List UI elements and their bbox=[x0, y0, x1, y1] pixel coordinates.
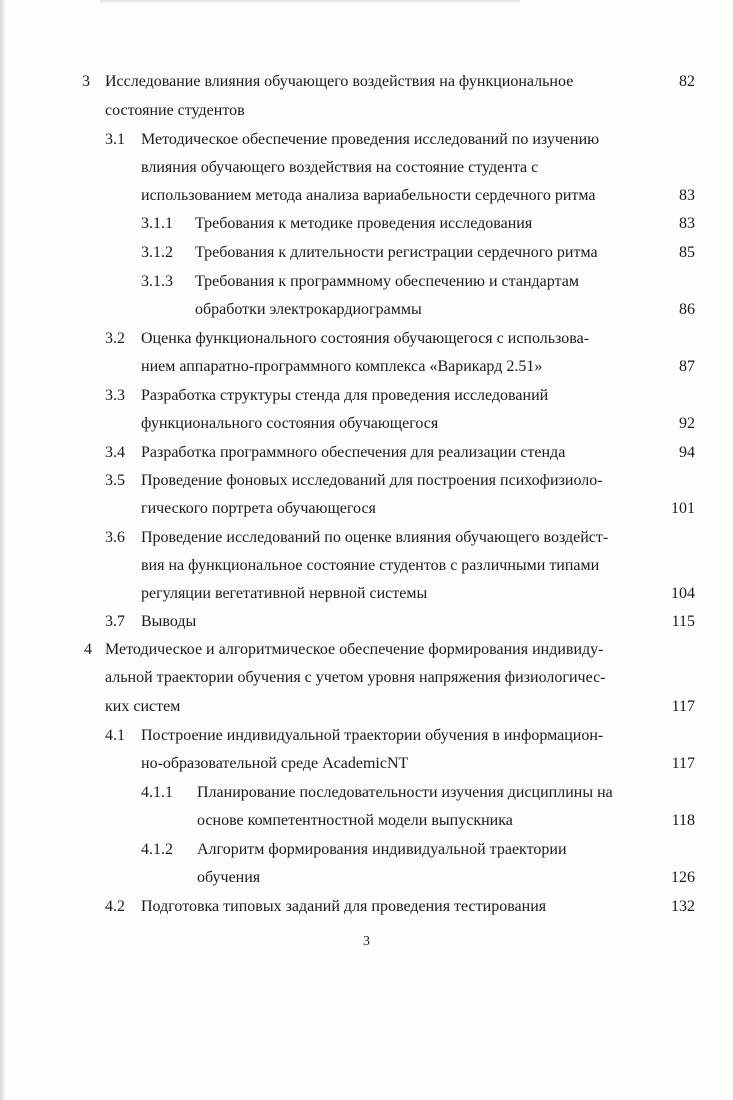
toc-title-line: Требования к программному обеспечению и стандартам bbox=[195, 273, 579, 290]
toc-title-line: влияния обучающего воздействия на состояние студента с bbox=[141, 159, 539, 176]
toc-number: 3 bbox=[82, 73, 90, 90]
toc-title-line: нием аппаратно-программного комплекса «Варикард 2.51» bbox=[141, 358, 543, 375]
toc-title-line: Методическое и алгоритмическое обеспечение формирования индивиду- bbox=[105, 641, 604, 658]
toc-number: 4.1.2 bbox=[141, 841, 173, 858]
toc-number: 3.3 bbox=[105, 387, 125, 404]
toc-title-line: обработки электрокардиограммы bbox=[195, 301, 422, 318]
toc-title-line: состояние студентов bbox=[105, 102, 245, 119]
toc-page-number: 115 bbox=[671, 613, 695, 630]
toc-number: 3.5 bbox=[105, 472, 125, 489]
toc-title-line: основе компетентностной модели выпускника bbox=[197, 812, 513, 829]
toc-page-number: 117 bbox=[671, 755, 695, 772]
toc-page-number: 126 bbox=[671, 869, 695, 886]
toc-number: 3.7 bbox=[105, 613, 125, 630]
toc-title-line: Подготовка типовых заданий для проведения тестирования bbox=[141, 898, 547, 915]
toc-title-line: Требования к методике проведения исследования bbox=[195, 215, 533, 232]
toc-title-line: регуляции вегетативной нервной системы bbox=[141, 585, 428, 602]
toc-title-line: Разработка программного обеспечения для реализации стенда bbox=[141, 444, 566, 461]
toc-number: 4.2 bbox=[105, 898, 125, 915]
toc-title-line: гического портрета обучающегося bbox=[141, 500, 376, 517]
toc-page-number: 82 bbox=[679, 73, 695, 90]
toc-number: 3.2 bbox=[105, 330, 125, 347]
toc-title-line: использованием метода анализа вариабельности сердечного ритма bbox=[141, 187, 596, 204]
toc-title-line: ких систем bbox=[105, 698, 181, 715]
toc-title-line: альной траектории обучения с учетом уровня напряжения физиологичес- bbox=[105, 669, 606, 686]
toc-number: 4 bbox=[84, 641, 92, 658]
toc-number: 3.1.2 bbox=[141, 244, 173, 261]
toc-number: 3.1.1 bbox=[141, 215, 173, 232]
toc-title-line: Алгоритм формирования индивидуальной траектории bbox=[197, 841, 567, 858]
toc-number: 4.1.1 bbox=[141, 784, 173, 801]
toc-title-line: Планирование последовательности изучения дисциплины на bbox=[197, 784, 613, 801]
toc-title-line: Построение индивидуальной траектории обучения в информацион- bbox=[141, 727, 604, 744]
toc-number: 3.1.3 bbox=[141, 273, 173, 290]
toc-page-number: 86 bbox=[679, 301, 695, 318]
toc-title-line: Выводы bbox=[141, 613, 197, 630]
toc-number: 3.1 bbox=[105, 131, 125, 148]
toc-number: 4.1 bbox=[105, 727, 125, 744]
toc-number: 3.6 bbox=[105, 529, 125, 546]
toc-number: 3.4 bbox=[105, 444, 125, 461]
toc-page-number: 104 bbox=[671, 585, 695, 602]
footer-page-number: 3 bbox=[363, 934, 370, 949]
toc-title-line: Методическое обеспечение проведения исследований по изучению bbox=[141, 131, 600, 148]
toc-page-number: 94 bbox=[679, 444, 695, 461]
toc-page-number: 83 bbox=[679, 187, 695, 204]
toc-page-number: 83 bbox=[679, 215, 695, 232]
toc-title-line: Требования к длительности регистрации сердечного ритма bbox=[195, 244, 598, 261]
toc-title-line: но-образовательной среде AcademicNT bbox=[141, 755, 409, 772]
toc-title-line: Разработка структуры стенда для проведения исследований bbox=[141, 387, 549, 404]
toc-title-line: Проведение исследований по оценке влияния обучающего воздейст- bbox=[141, 529, 609, 546]
toc-page-number: 92 bbox=[679, 415, 695, 432]
toc-page-number: 101 bbox=[671, 500, 695, 517]
toc-page-number: 132 bbox=[671, 898, 695, 915]
toc-title-line: Исследование влияния обучающего воздействия на функциональное bbox=[105, 73, 574, 90]
toc-page-number: 87 bbox=[679, 358, 695, 375]
toc-title-line: Проведение фоновых исследований для построения психофизиоло- bbox=[141, 472, 603, 489]
toc-title-line: функционального состояния обучающегося bbox=[141, 415, 439, 432]
toc-title-line: Оценка функционального состояния обучающегося с использова- bbox=[141, 330, 590, 347]
toc-title-line: вия на функциональное состояние студентов с различными типами bbox=[141, 557, 600, 574]
toc-page-number: 85 bbox=[679, 244, 695, 261]
toc-page-number: 118 bbox=[671, 812, 695, 829]
toc-page-number: 117 bbox=[671, 698, 695, 715]
toc-title-line: обучения bbox=[197, 869, 261, 886]
